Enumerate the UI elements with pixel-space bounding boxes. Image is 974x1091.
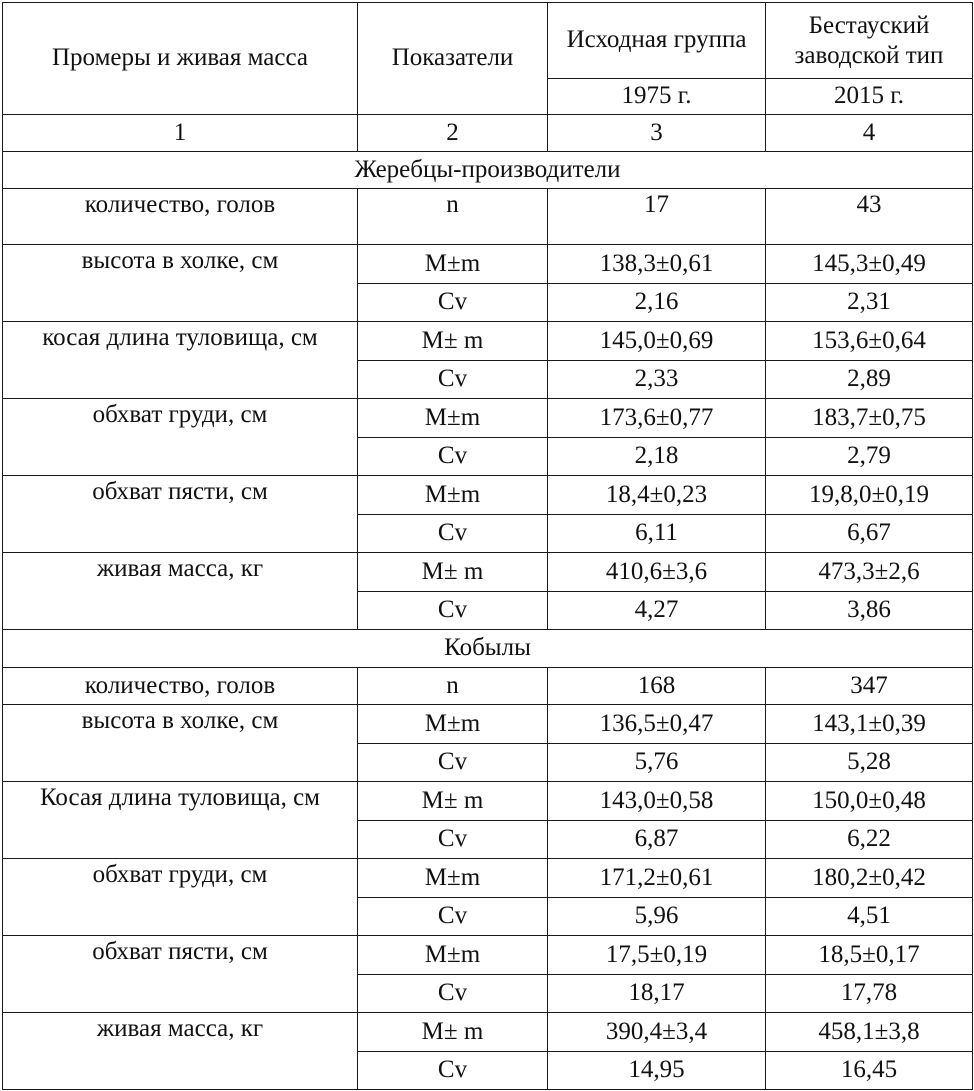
table-row bbox=[3, 322, 973, 361]
value-1975: 5,76 bbox=[548, 744, 766, 782]
indicator-cell: Cv bbox=[358, 515, 548, 553]
indicator-cell: M±m bbox=[358, 245, 548, 284]
indicator-cell: M±m bbox=[358, 859, 548, 898]
indicator-cell: Cv bbox=[358, 821, 548, 859]
row-label: живая масса, кг bbox=[3, 553, 358, 630]
indicator-cell: M± m bbox=[358, 782, 548, 821]
value-1975: 2,16 bbox=[548, 284, 766, 322]
row-label: высота в холке, см bbox=[3, 705, 358, 782]
section-title: Кобылы bbox=[3, 630, 973, 668]
value-2015: 3,86 bbox=[766, 592, 973, 630]
value-2015: 2,79 bbox=[766, 438, 973, 476]
row-label: живая масса, кг bbox=[3, 1013, 358, 1090]
indicator-cell: Cv bbox=[358, 284, 548, 322]
table-row bbox=[3, 189, 973, 245]
table-row bbox=[3, 705, 973, 744]
value-1975: 410,6±3,6 bbox=[548, 553, 766, 592]
value-1975: 2,33 bbox=[548, 361, 766, 399]
value-2015: 347 bbox=[766, 668, 973, 705]
section-title-row bbox=[3, 630, 973, 668]
indicator-cell: Cv bbox=[358, 1052, 548, 1090]
value-1975: 136,5±0,47 bbox=[548, 705, 766, 744]
indicator-cell: M±m bbox=[358, 399, 548, 438]
value-1975: 17,5±0,19 bbox=[548, 936, 766, 975]
value-1975: 171,2±0,61 bbox=[548, 859, 766, 898]
value-2015: 183,7±0,75 bbox=[766, 399, 973, 438]
value-1975: 18,17 bbox=[548, 975, 766, 1013]
row-label: обхват груди, см bbox=[3, 859, 358, 936]
row-label: обхват пясти, см bbox=[3, 476, 358, 553]
indicator-cell: Cv bbox=[358, 361, 548, 399]
section-title-row bbox=[3, 152, 973, 189]
indicator-cell: M± m bbox=[358, 322, 548, 361]
value-1975: 6,11 bbox=[548, 515, 766, 553]
value-2015: 2,89 bbox=[766, 361, 973, 399]
indicator-cell: Cv bbox=[358, 592, 548, 630]
value-1975: 143,0±0,58 bbox=[548, 782, 766, 821]
value-2015: 180,2±0,42 bbox=[766, 859, 973, 898]
row-label: высота в холке, см bbox=[3, 245, 358, 322]
table-row bbox=[3, 782, 973, 821]
value-2015: 16,45 bbox=[766, 1052, 973, 1090]
value-2015: 145,3±0,49 bbox=[766, 245, 973, 284]
row-label: косая длина туловища, см bbox=[3, 322, 358, 399]
table-row bbox=[3, 245, 973, 284]
table-row bbox=[3, 553, 973, 592]
row-label: количество, голов bbox=[3, 189, 358, 245]
table-row bbox=[3, 476, 973, 515]
value-2015: 18,5±0,17 bbox=[766, 936, 973, 975]
value-2015: 143,1±0,39 bbox=[766, 705, 973, 744]
header-year-1975: 1975 г. bbox=[548, 79, 766, 115]
header-col-bestau-type: Бестауский заводской тип bbox=[766, 3, 973, 79]
column-numbers-row bbox=[3, 115, 973, 152]
value-2015: 153,6±0,64 bbox=[766, 322, 973, 361]
table-row bbox=[3, 1013, 973, 1052]
column-number: 1 bbox=[3, 115, 358, 152]
value-2015: 150,0±0,48 bbox=[766, 782, 973, 821]
row-label: Косая длина туловища, см bbox=[3, 782, 358, 859]
value-1975: 168 bbox=[548, 668, 766, 705]
value-2015: 17,78 bbox=[766, 975, 973, 1013]
indicator-cell: M± m bbox=[358, 553, 548, 592]
column-number: 4 bbox=[766, 115, 973, 152]
indicator-cell: n bbox=[358, 189, 548, 245]
value-2015: 6,67 bbox=[766, 515, 973, 553]
value-2015: 19,8,0±0,19 bbox=[766, 476, 973, 515]
value-1975: 2,18 bbox=[548, 438, 766, 476]
row-label: обхват пясти, см bbox=[3, 936, 358, 1013]
indicator-cell: M±m bbox=[358, 936, 548, 975]
value-2015: 43 bbox=[766, 189, 973, 245]
indicator-cell: n bbox=[358, 668, 548, 705]
value-2015: 473,3±2,6 bbox=[766, 553, 973, 592]
header-year-2015: 2015 г. bbox=[766, 79, 973, 115]
value-2015: 458,1±3,8 bbox=[766, 1013, 973, 1052]
indicator-cell: Cv bbox=[358, 898, 548, 936]
value-1975: 138,3±0,61 bbox=[548, 245, 766, 284]
indicator-cell: M±m bbox=[358, 476, 548, 515]
value-1975: 5,96 bbox=[548, 898, 766, 936]
value-2015: 2,31 bbox=[766, 284, 973, 322]
column-number: 3 bbox=[548, 115, 766, 152]
indicator-cell: M±m bbox=[358, 705, 548, 744]
indicator-cell: Cv bbox=[358, 744, 548, 782]
value-1975: 14,95 bbox=[548, 1052, 766, 1090]
value-1975: 390,4±3,4 bbox=[548, 1013, 766, 1052]
header-row bbox=[3, 3, 973, 79]
row-label: обхват груди, см bbox=[3, 399, 358, 476]
value-1975: 18,4±0,23 bbox=[548, 476, 766, 515]
value-2015: 6,22 bbox=[766, 821, 973, 859]
indicator-cell: Cv bbox=[358, 438, 548, 476]
value-2015: 4,51 bbox=[766, 898, 973, 936]
value-1975: 173,6±0,77 bbox=[548, 399, 766, 438]
value-1975: 4,27 bbox=[548, 592, 766, 630]
table-row bbox=[3, 399, 973, 438]
row-label: количество, голов bbox=[3, 668, 358, 705]
section-title: Жеребцы-производители bbox=[3, 152, 973, 189]
header-col-initial-group: Исходная группа bbox=[548, 3, 766, 79]
table-row bbox=[3, 936, 973, 975]
header-col-indicators: Показатели bbox=[358, 3, 548, 115]
value-1975: 6,87 bbox=[548, 821, 766, 859]
value-1975: 17 bbox=[548, 189, 766, 245]
value-2015: 5,28 bbox=[766, 744, 973, 782]
measurements-table bbox=[2, 2, 973, 1090]
table-row bbox=[3, 859, 973, 898]
column-number: 2 bbox=[358, 115, 548, 152]
indicator-cell: M± m bbox=[358, 1013, 548, 1052]
header-col-measures: Промеры и живая масса bbox=[3, 3, 358, 115]
table-row bbox=[3, 668, 973, 705]
indicator-cell: Cv bbox=[358, 975, 548, 1013]
value-1975: 145,0±0,69 bbox=[548, 322, 766, 361]
